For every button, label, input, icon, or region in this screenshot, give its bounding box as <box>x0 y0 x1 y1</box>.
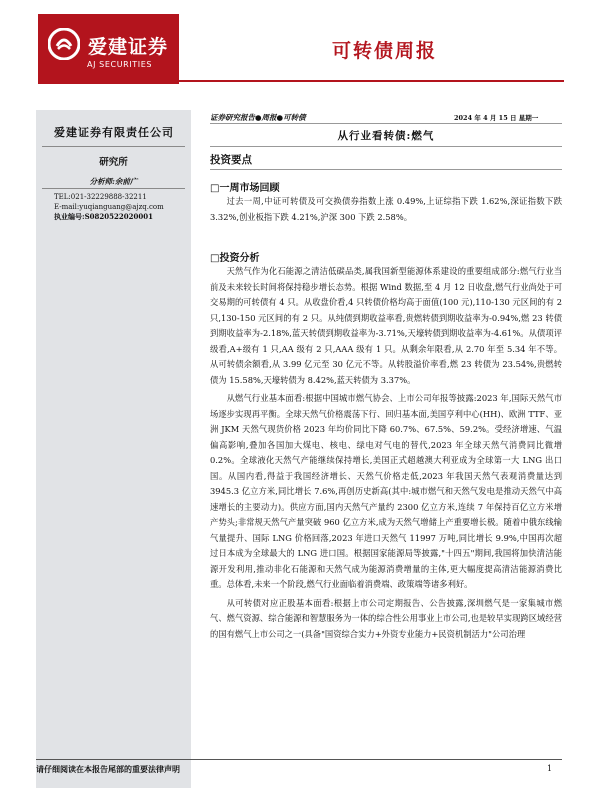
sidebar-divider <box>42 188 185 189</box>
institute-label: 研究所 <box>99 157 128 168</box>
paragraph: 从可转债对应正股基本面看:根据上市公司定期报告、公告披露,深圳燃气是一家集城市燃气、燃气资源、综合能源和智慧服务为一体的综合性公用事业上市公司,也是较早实现跨区域经营的国有燃气上市公司之一(具备"国资综合实力+外资专业能力+民资机制活力"公司治理 <box>210 597 562 639</box>
sidebar <box>36 110 191 788</box>
logo-emblem-icon <box>48 28 80 60</box>
investment-analysis-text <box>210 264 562 642</box>
legal-notice-link[interactable]: 请仔细阅读在本报告尾部的重要法律声明 <box>36 765 180 774</box>
company-name: 爱建证券有限责任公司 <box>54 126 174 139</box>
page-number: 1 <box>547 764 553 773</box>
meta-divider <box>210 123 562 124</box>
sidebar-divider <box>42 146 185 147</box>
report-header <box>0 0 600 94</box>
header-divider <box>179 80 564 82</box>
paragraph: 过去一周,中证可转债及可交换债券指数上涨 0.49%,上证综指下跌 1.62%,深证指数下跌 3.32%,创业板指下跌 4.21%,沪深 300 下跌 2.58%。 <box>210 196 562 222</box>
report-type-title: 可转债周报 <box>332 40 438 62</box>
footer-divider <box>36 759 562 760</box>
title-divider <box>210 146 562 147</box>
subsection-heading-market-review: □一周市场回顾 <box>210 183 280 194</box>
logo-chinese-name: 爱建证券 <box>88 36 169 58</box>
subsection-heading-investment-analysis: □投资分析 <box>210 253 260 264</box>
analyst-phone: TEL:021-32229888-32211 <box>54 193 147 201</box>
paragraph: 天然气作为化石能源之清洁低碳品类,属我国新型能源体系建设的重要组成部分:燃气行业当前及未来较长时间将保持稳步增长态势。根据 Wind 数据,至 4 月 12 日收盘,燃气行业尚处于可交易期的可转债有 4 只。从收盘价看,4 只转债价格均高于面值(100 元),110-130 元区间的有 2 只,130-150 元区间的有 2 只。从纯债到期收益率看,贵燃转债到期收益率为-0.94%,燃 23 转债到期收益率为-2.18%,蓝天转债到期收益率为-3.71%,天壕转债到期收益率为-4.61%。从债项评级看,A+级有 1 只,AA 级有 2 只,AAA 级有 1 只。从剩余年限看,从 2.70 年至 5.34 年不等。从可转债余额看,从 3.99 亿元至 30 亿元不等。从转股溢价率看,燃 23 转债为 23.54%,贵燃转债为 15.58%,天壕转债为 8.42%,蓝天转债为 3.37%。 <box>210 266 562 385</box>
report-category: 证券研究报告●周报●可转债 <box>210 113 306 122</box>
analyst-email[interactable]: E-mail:yuqianguang@ajzq.com <box>54 203 164 211</box>
analyst-name: 分析师:余前广 <box>89 177 138 186</box>
section-heading-key-points: 投资要点 <box>210 154 252 166</box>
company-logo <box>38 14 179 84</box>
paragraph: 从燃气行业基本面看:根据中国城市燃气协会、上市公司年报等披露:2023 年,国际天然气市场逐步实现再平衡。全球天然气价格震荡下行、回归基本面,美国亨利中心(HH)、欧洲 TTF、亚洲 JKM 天然气现货价格 2023 年均价同比下降 60.7%、67.5%、59.2%。受经济增速、气温偏高影响,叠加各国加大煤电、核电、绿电对气电的替代,2023 年全球天然气消费同比微增 0.2%。全球液化天然气产能继续保持增长,美国正式超越澳大利亚成为全球第一大 LNG 出口国。从国内看,得益于我国经济增长、天然气价格走低,2023 年我国天然气表观消费量达到 3945.3 亿立方米,同比增长 7.6%,再创历史新高(其中:城市燃气和天然气发电是推动天然气中高速增长的主要动力)。供应方面,国内天然气产量约 2300 亿立方米,连续 7 年保持百亿立方米增产势头;非常规天然气产量突破 960 亿立方米,成为天然气增储上产重要增长极。随着中俄东线输气量提升、国际 LNG 价格回落,2023 年进口天然气 11997 万吨,同比增长 9.9%,中国再次超过日本成为全球最大的 LNG 进口国。根据国家能源局等披露,"十四五"期间,我国将加快清洁能源开发利用,推动非化石能源和天然气成为能源消费增量的主体,更大幅度提高清洁能源消费比重。总体看,未来一个阶段,燃气行业面临着消费端、政策端等诸多利好。 <box>210 393 562 589</box>
report-date: 2024 年 4 月 15 日 星期一 <box>454 114 539 122</box>
market-review-text <box>210 194 562 225</box>
section-divider <box>210 169 562 170</box>
license-number: 执业编号:S0820522020001 <box>54 212 153 221</box>
logo-english-name: AJ SECURITIES <box>87 60 153 69</box>
document-title: 从行业看转债:燃气 <box>337 130 435 142</box>
